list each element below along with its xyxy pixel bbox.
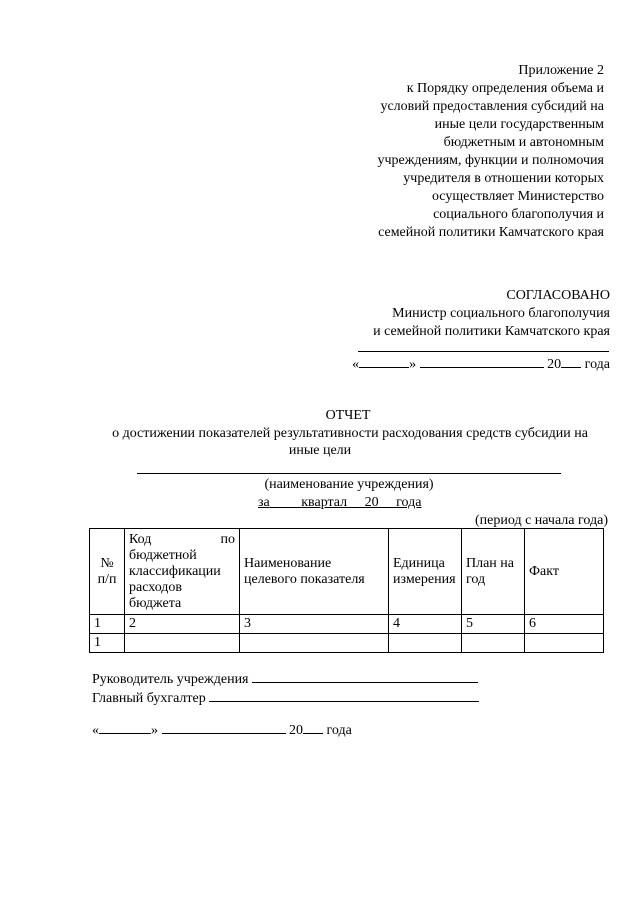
institution-caption: (наименование учреждения) <box>264 477 434 492</box>
header-unit: Единица измерения <box>389 529 462 615</box>
approval-date <box>352 355 610 374</box>
table-cell[interactable] <box>240 634 389 653</box>
appendix-line: учредителя в отношении которых <box>403 171 604 186</box>
table-cell: 1 <box>90 615 125 634</box>
final-month-blank[interactable] <box>162 721 286 734</box>
approval-year-prefix: 20 <box>547 357 562 372</box>
final-day-blank[interactable] <box>99 721 151 734</box>
approval-day-blank[interactable] <box>359 355 409 368</box>
signatures-block <box>92 670 479 708</box>
period-quarter: квартал <box>301 495 348 510</box>
header-code <box>125 529 240 615</box>
table-row <box>90 634 604 653</box>
table-cell[interactable] <box>389 634 462 653</box>
accountant-signature-row <box>92 689 479 708</box>
period-year-suffix: года <box>396 495 422 510</box>
header-plan: План на год <box>462 529 525 615</box>
head-signature-line[interactable] <box>252 670 478 683</box>
report-subtitle-line2: иные цели <box>288 443 352 458</box>
table-cell[interactable] <box>125 634 240 653</box>
approval-year-blank[interactable] <box>561 355 581 368</box>
approval-year-suffix: года <box>584 357 610 372</box>
table-cell[interactable] <box>462 634 525 653</box>
report-subtitle-line1: о достижении показателей результативности расходования средств субсидии на <box>112 426 588 441</box>
final-year-suffix: года <box>326 723 352 738</box>
header-num: № п/п <box>90 529 125 615</box>
indicators-table <box>89 528 604 653</box>
table-cell: 2 <box>125 615 240 634</box>
header-indicator-name: Наименование целевого показателя <box>240 529 389 615</box>
final-year-prefix: 20 <box>289 723 303 738</box>
head-signature-row <box>92 670 479 689</box>
appendix-line: к Порядку определения объема и <box>406 81 604 96</box>
approval-block <box>310 287 610 341</box>
header-code-rest: бюджетной классификации расходов бюджета <box>129 547 221 611</box>
appendix-line: Приложение 2 <box>518 63 604 78</box>
header-code-word2: по <box>220 531 235 547</box>
accountant-label: Главный бухгалтер <box>92 691 206 706</box>
appendix-line: иные цели государственным <box>434 117 604 132</box>
approval-date-open-quote: « <box>352 357 360 372</box>
appendix-line: условий предоставления субсидий на <box>380 99 604 114</box>
final-date <box>92 721 352 740</box>
period-gap <box>347 495 365 510</box>
approval-signature-line[interactable] <box>358 351 609 352</box>
table-cell: 6 <box>525 615 604 634</box>
period-year-blank[interactable] <box>379 495 397 510</box>
accountant-signature-line[interactable] <box>209 689 479 702</box>
approval-date-close-quote: » <box>409 357 417 372</box>
period-for: за <box>258 495 270 510</box>
header-fact: Факт <box>525 529 604 615</box>
table-cell: 4 <box>389 615 462 634</box>
approval-position-line1: Министр социального благополучия <box>392 306 610 321</box>
period-year-prefix: 20 <box>364 495 379 510</box>
report-title: ОТЧЕТ <box>325 408 371 423</box>
final-year-blank[interactable] <box>303 721 323 734</box>
quarter-blank[interactable] <box>270 495 302 510</box>
appendix-line: учреждениям, функции и полномочия <box>377 153 604 168</box>
table-cell[interactable] <box>525 634 604 653</box>
table-header-row <box>90 529 604 615</box>
header-code-word1: Код <box>129 531 152 547</box>
table-cell: 3 <box>240 615 389 634</box>
table-index-row <box>90 615 604 634</box>
appendix-line: бюджетным и автономным <box>443 135 604 150</box>
appendix-line: социального благополучия и <box>433 207 604 222</box>
appendix-block <box>304 62 604 242</box>
period-row <box>258 494 421 512</box>
table-cell: 5 <box>462 615 525 634</box>
table-cell: 1 <box>90 634 125 653</box>
approval-heading: СОГЛАСОВАНО <box>506 288 610 303</box>
appendix-line: осуществляет Министерство <box>431 189 604 204</box>
head-label: Руководитель учреждения <box>92 672 249 687</box>
appendix-line: семейной политики Камчатского края <box>378 225 604 240</box>
approval-month-blank[interactable] <box>420 355 544 368</box>
final-date-close-quote: » <box>151 723 158 738</box>
approval-position-line2: и семейной политики Камчатского края <box>373 324 610 339</box>
final-date-open-quote: « <box>92 723 99 738</box>
period-note: (период с начала года) <box>474 513 608 528</box>
institution-name-line[interactable] <box>137 473 561 474</box>
